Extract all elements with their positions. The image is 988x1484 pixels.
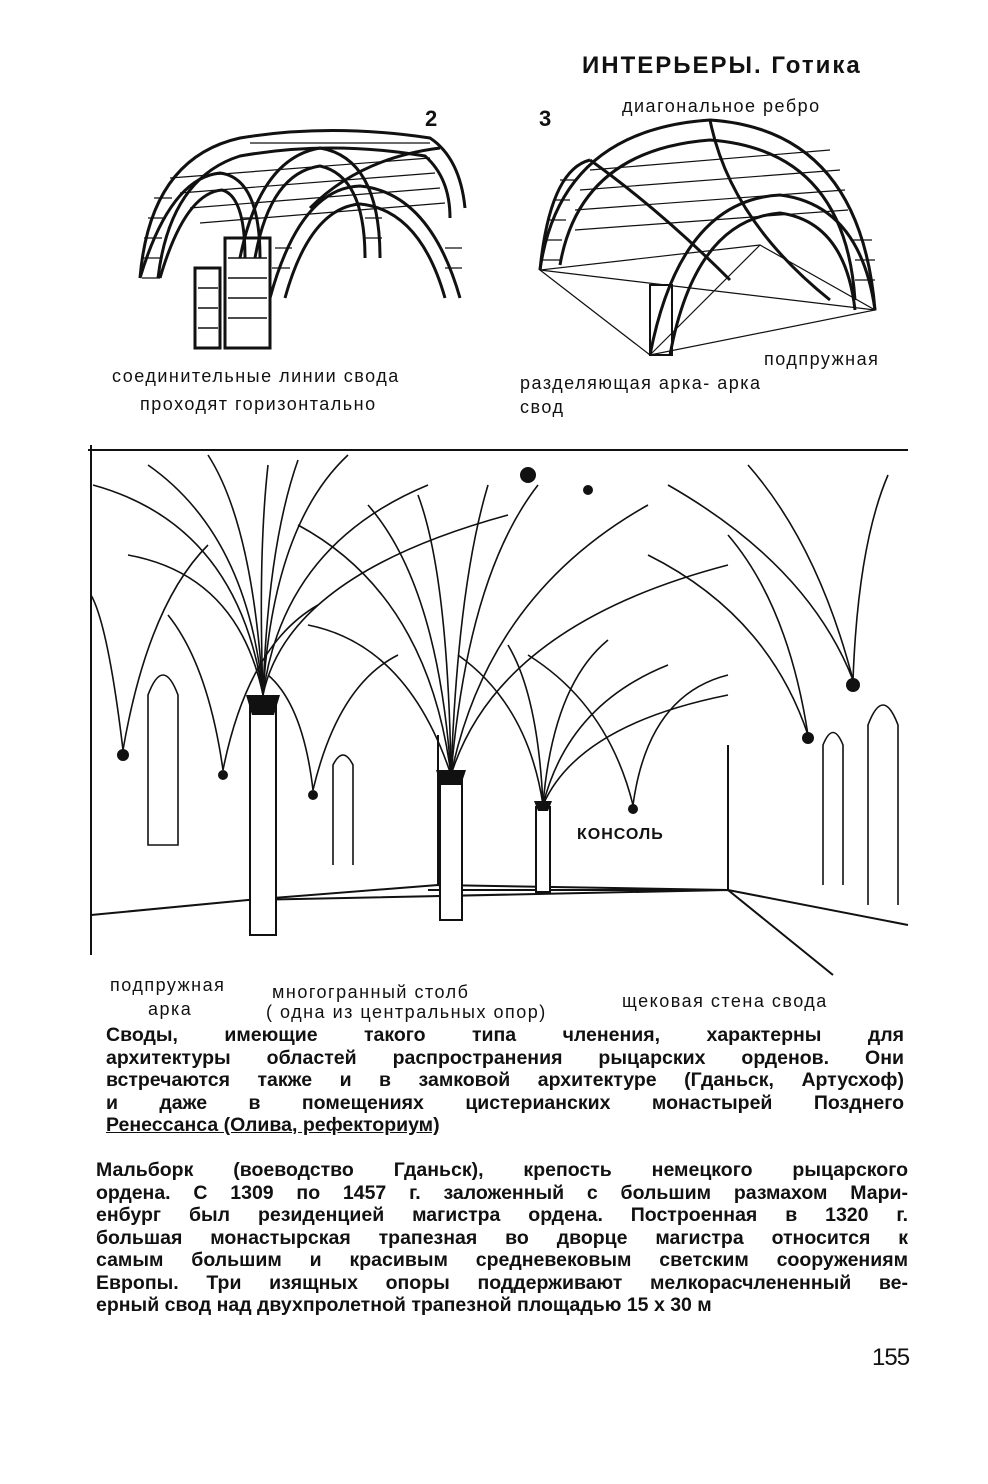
paragraph-line: Мальборк (воеводство Гданьск), крепость немецкого рыцарского	[96, 1159, 908, 1181]
label-arch-line2: арка	[148, 999, 193, 1019]
label-transverse: подпружная	[764, 349, 880, 369]
figure-2-caption-line1: соединительные линии свода	[112, 366, 400, 386]
paragraph-line: Ренессанса (Олива, рефекториум)	[106, 1114, 440, 1136]
page-number: 155	[872, 1344, 910, 1371]
paragraph-line: ерный свод над двухпролетной трапезной площадью 15 х 30 м	[96, 1294, 712, 1316]
label-pillar-line1: многогранный столб	[272, 982, 470, 1002]
paragraph-line: архитектуры областей распространения рыцарских орденов. Они	[106, 1046, 904, 1069]
label-dividing-arch: разделяющая арка- арка	[520, 373, 762, 393]
label-cheek-wall: щековая стена свода	[622, 991, 828, 1011]
paragraph-vaults	[106, 1024, 904, 1137]
paragraph-line: ордена. С 1309 по 1457 г. заложенный с большим размахом Мари-	[96, 1181, 908, 1204]
paragraph-malbork	[96, 1159, 908, 1317]
groin-vault-drawing	[130, 118, 470, 368]
paragraph-line: самым большим и красивым средневековым светским сооружениям	[96, 1249, 908, 1271]
rib-vault-drawing	[530, 110, 880, 360]
paragraph-line: Европы. Три изящных опоры поддерживают мелкорасчлененный ве-	[96, 1271, 908, 1294]
refectory-interior-drawing	[88, 445, 910, 975]
label-vault: свод	[520, 397, 565, 417]
figure-2-number: 2	[425, 106, 438, 131]
label-diagonal-rib: диагональное ребро	[622, 96, 821, 116]
paragraph-line: большая монастырская трапезная во дворце магистра относится к	[96, 1226, 908, 1249]
label-arch-line1: подпружная	[110, 975, 226, 995]
paragraph-line: встречаются также и в замковой архитектуре (Гданьск, Артусхоф)	[106, 1069, 904, 1091]
paragraph-line: енбург был резиденцией магистра ордена. Построенная в 1320 г.	[96, 1204, 908, 1226]
page-title: ИНТЕРЬЕРЫ. Готика	[582, 52, 862, 79]
paragraph-line: Своды, имеющие такого типа членения, характерны для	[106, 1024, 904, 1046]
label-pillar-line2: ( одна из центральных опор)	[266, 1002, 547, 1022]
paragraph-line: и даже в помещениях цистерианских монастырей Позднего	[106, 1091, 904, 1114]
label-console: КОНСОЛЬ	[577, 826, 664, 843]
figure-3-number: 3	[539, 106, 552, 131]
figure-2-caption-line2: проходят горизонтально	[140, 394, 377, 414]
